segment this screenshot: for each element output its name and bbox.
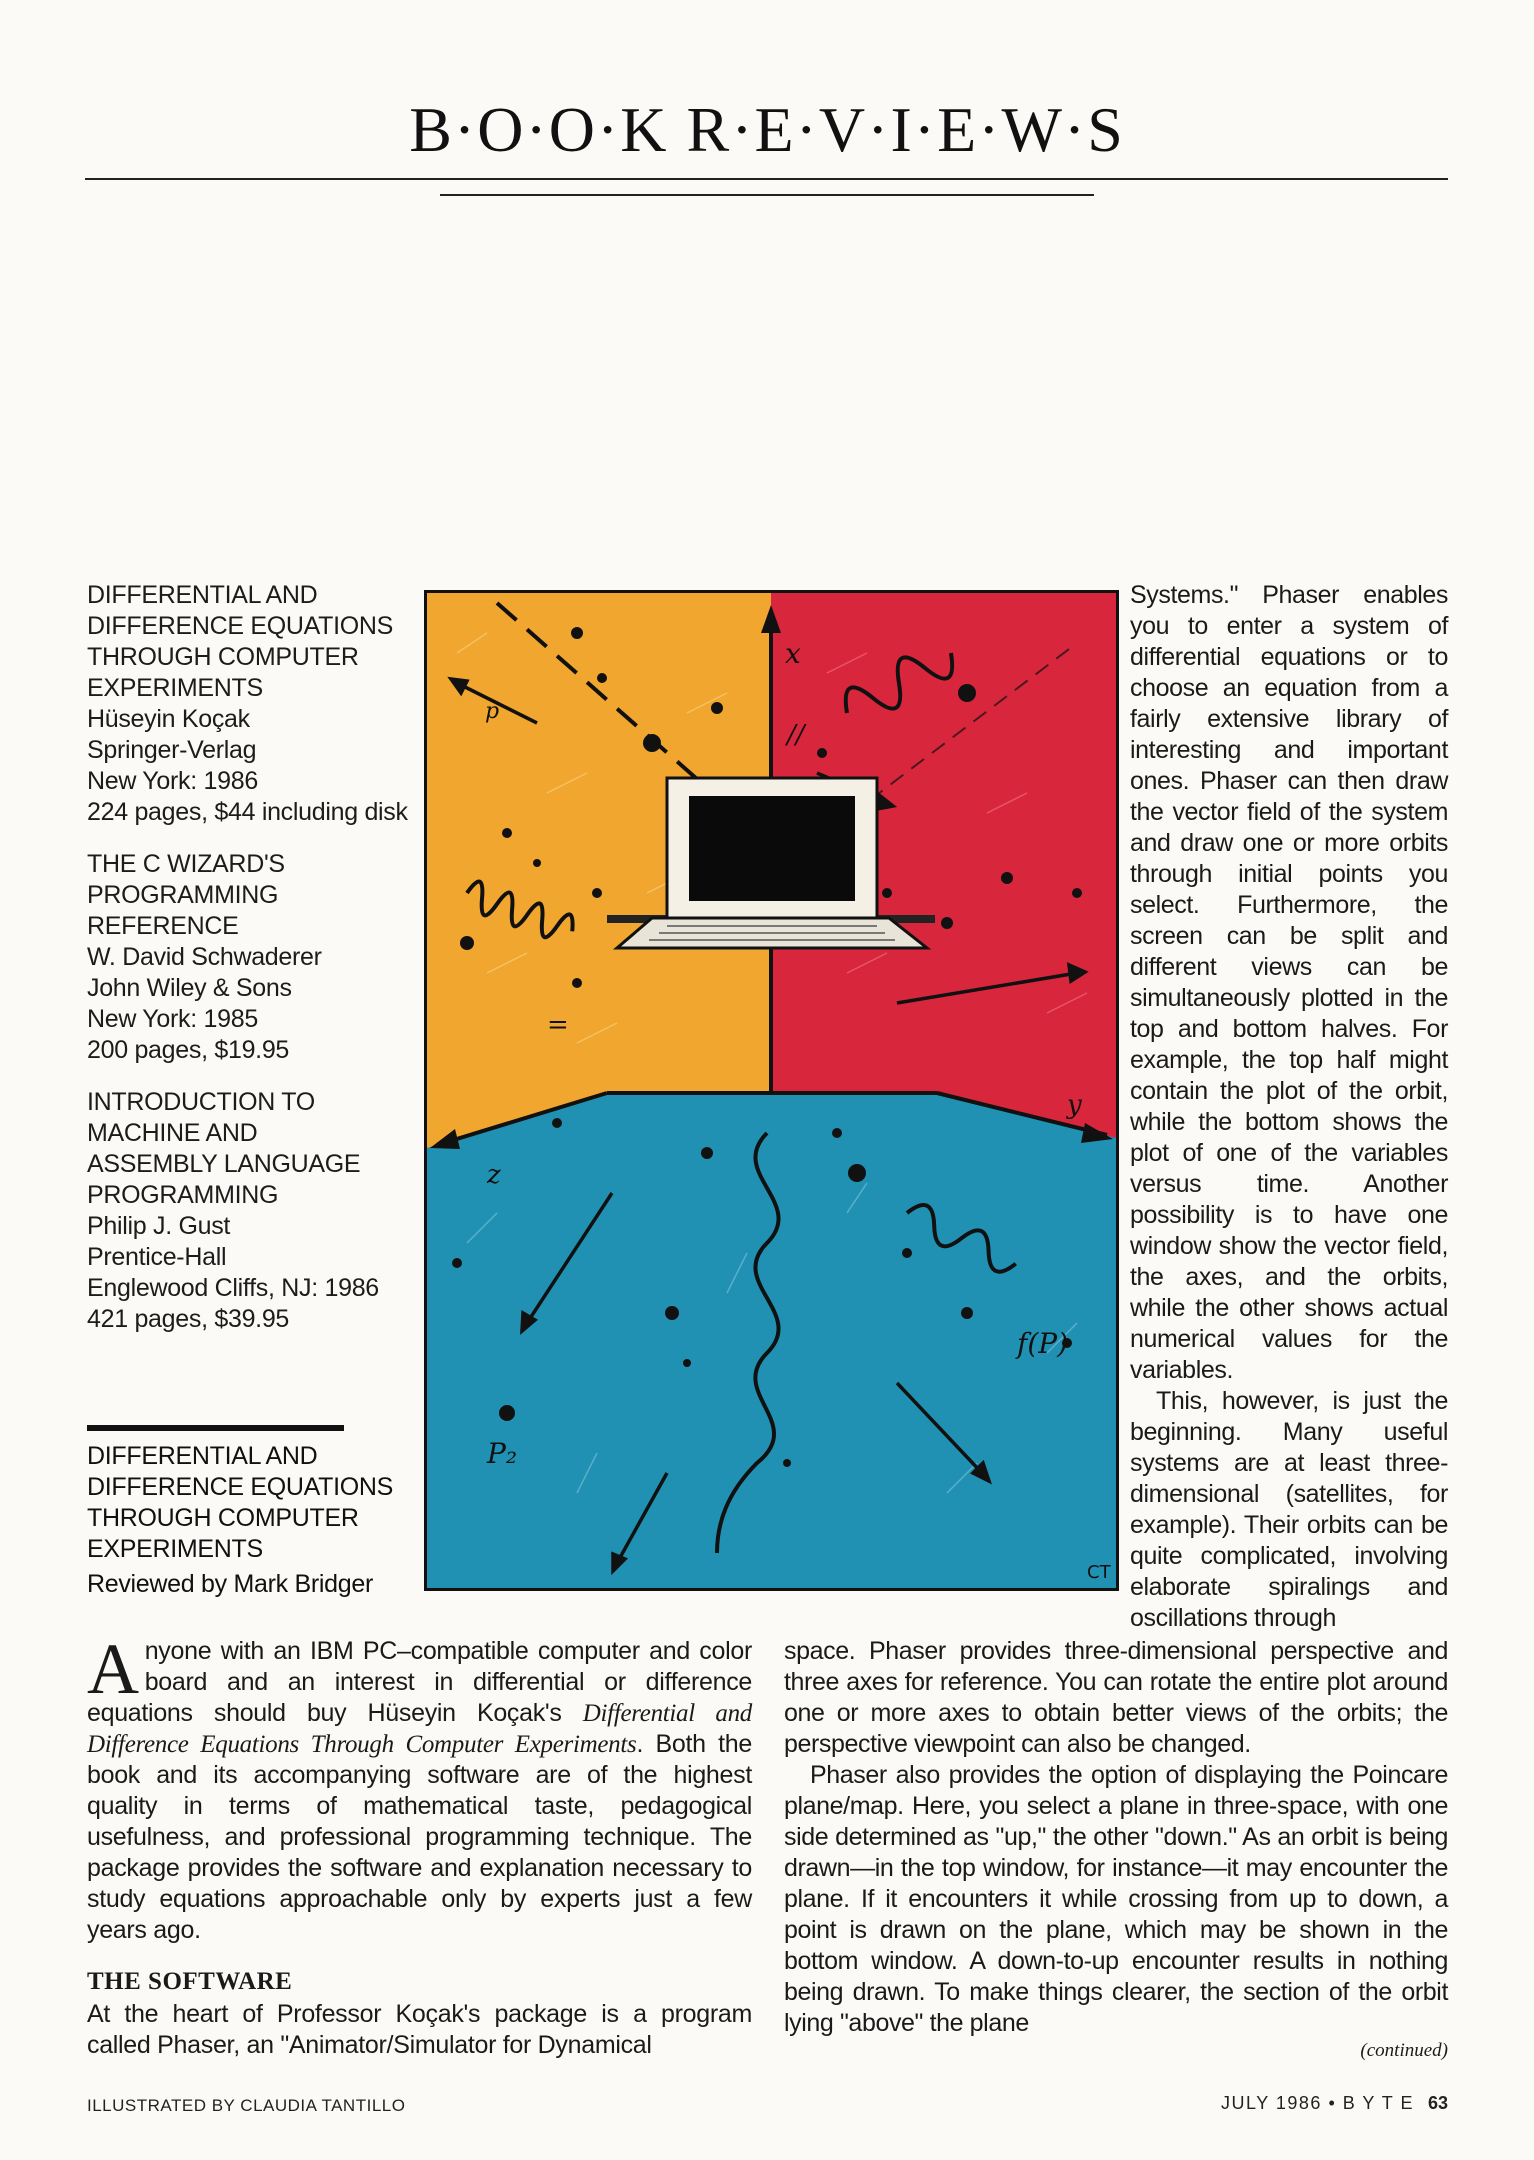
article-column-narrow <box>1130 580 1448 1634</box>
book-title-line: ASSEMBLY LANGUAGE <box>87 1150 361 1178</box>
book-listings <box>87 580 417 1356</box>
review-title-line: DIFFERENCE EQUATIONS <box>87 1473 394 1501</box>
illustration-label-p2: P₂ <box>487 1437 518 1470</box>
review-heading-bar <box>87 1425 344 1431</box>
illustration-label-par: // <box>787 720 805 750</box>
book-title-line: THE C WIZARD'S <box>87 850 285 878</box>
continued-note: (continued) <box>1360 2040 1448 2061</box>
intro-text-rest: . Both the book and its accompanying software are of the highest quality in terms of mathematical taste, pedagogical usefulness, and professional programming technique. The package provides the software and explanation necessary to study equations approachable only by experts just a few years ago. <box>87 1730 752 1944</box>
illustration-credit: ILLUSTRATED BY CLAUDIA TANTILLO <box>87 2096 406 2115</box>
book-title-line: PROGRAMMING <box>87 881 279 909</box>
issue-line: JULY 1986 • B Y T E <box>1221 2093 1414 2113</box>
book-listing-3 <box>87 1087 417 1335</box>
illustration-label-eq: = <box>547 1010 569 1040</box>
article-paragraph: At the heart of Professor Koçak's package is a program called Phaser, an "Animator/Simulator for Dynamical <box>87 2000 752 2059</box>
illustration-signature: CT <box>1087 1562 1111 1583</box>
review-title-line: DIFFERENTIAL AND <box>87 1442 318 1470</box>
reviewer-byline: Reviewed by Mark Bridger <box>87 1570 373 1598</box>
article-paragraph: Systems." Phaser enables you to enter a system of differential equations or to choose an equation from a fairly extensive library of interesting and important ones. Phaser can then draw the vector field of the system and draw one or more orbits through initial points you select. Furthermore, the screen can be split and different views can be simultaneously plotted in the top and bottom halves. For example, the top half might contain the plot of the orbit, while the bottom shows the plot of one of the variables versus time. Another possibility is to have one window show the vector field, the axes, and the orbits, while the other shows actual numerical values for the variables. <box>1130 581 1448 1384</box>
masthead-rule <box>85 178 1448 180</box>
illustration-computer-room <box>424 590 1119 1591</box>
review-heading <box>87 1441 417 1600</box>
masthead-title: B·O·O·K R·E·V·I·E·W·S <box>409 94 1125 165</box>
article-paragraph: Phaser also provides the option of displaying the Poincare plane/map. Here, you select a plane in three-space, with one side determined as "up," the other "down." As an orbit is being drawn—in the top window, for instance—it may encounter the plane. If it encounters it while crossing from up to down, a point is drawn on the plane, which may be shown in the bottom window. A down-to-up encounter results in nothing being drawn. To make things clearer, the section of the orbit lying "above" the plane <box>784 1761 1448 2037</box>
intro-book-title: Differential and Difference Equations Through Computer Experiments <box>87 1700 752 1758</box>
book-title-line: THROUGH COMPUTER <box>87 643 359 671</box>
book-place-year: New York: 1986 <box>87 767 258 795</box>
intro-text: nyone with an IBM PC–compatible computer and color board and an interest in differential or difference equations should buy Hüseyin Koçak's <box>87 1637 752 1727</box>
book-pages-price: 200 pages, $19.95 <box>87 1036 290 1064</box>
book-title-line: EXPERIMENTS <box>87 674 263 702</box>
book-author: Hüseyin Koçak <box>87 705 250 733</box>
illustration-label-p: p <box>485 699 500 724</box>
book-place-year: Englewood Cliffs, NJ: 1986 <box>87 1274 379 1302</box>
article-column-right <box>784 1636 1448 2039</box>
floor <box>427 1093 1116 1588</box>
illustration-label-y: y <box>1067 1090 1082 1120</box>
page-number: 63 <box>1427 2093 1448 2113</box>
book-title-line: DIFFERENCE EQUATIONS <box>87 612 394 640</box>
book-publisher: Springer-Verlag <box>87 736 257 764</box>
dropcap: A <box>87 1629 139 1709</box>
book-pages-price: 421 pages, $39.95 <box>87 1305 290 1333</box>
illustration-svg <box>427 593 1116 1588</box>
book-place-year: New York: 1985 <box>87 1005 258 1033</box>
book-author: Philip J. Gust <box>87 1212 231 1240</box>
book-listing-1 <box>87 580 417 828</box>
page-footer <box>1221 2093 1448 2114</box>
review-title-line: THROUGH COMPUTER <box>87 1504 359 1532</box>
book-title-line: REFERENCE <box>87 912 239 940</box>
section-heading-software: THE SOFTWARE <box>87 1968 293 1995</box>
book-title-line: DIFFERENTIAL AND <box>87 581 318 609</box>
review-title-line: EXPERIMENTS <box>87 1535 263 1563</box>
article-paragraph: This, however, is just the beginning. Many useful systems are at least three-dimensional (satellites, for example). Their orbits can be quite complicated, involving elaborate spiralings and oscillations through <box>1130 1387 1448 1632</box>
book-listing-2 <box>87 849 417 1066</box>
article-column-left <box>87 1629 752 2061</box>
book-pages-price: 224 pages, $44 including disk <box>87 798 408 826</box>
article-paragraph: space. Phaser provides three-dimensional perspective and three axes for reference. You can rotate the entire plot around one or more axes to obtain better views of the orbits; the perspective viewpoint can also be changed. <box>784 1637 1448 1758</box>
book-author: W. David Schwaderer <box>87 943 322 971</box>
illustration-label-fp: f(P) <box>1017 1327 1069 1360</box>
intro-paragraph <box>87 1629 752 1946</box>
book-title-line: INTRODUCTION TO <box>87 1088 315 1116</box>
book-title-line: MACHINE AND <box>87 1119 258 1147</box>
book-title-line: PROGRAMMING <box>87 1181 279 1209</box>
book-publisher: John Wiley & Sons <box>87 974 292 1002</box>
book-publisher: Prentice-Hall <box>87 1243 227 1271</box>
illustration-label-z: z <box>487 1160 501 1190</box>
illustration-label-x: x <box>785 637 801 670</box>
masthead-subrule <box>440 194 1094 196</box>
